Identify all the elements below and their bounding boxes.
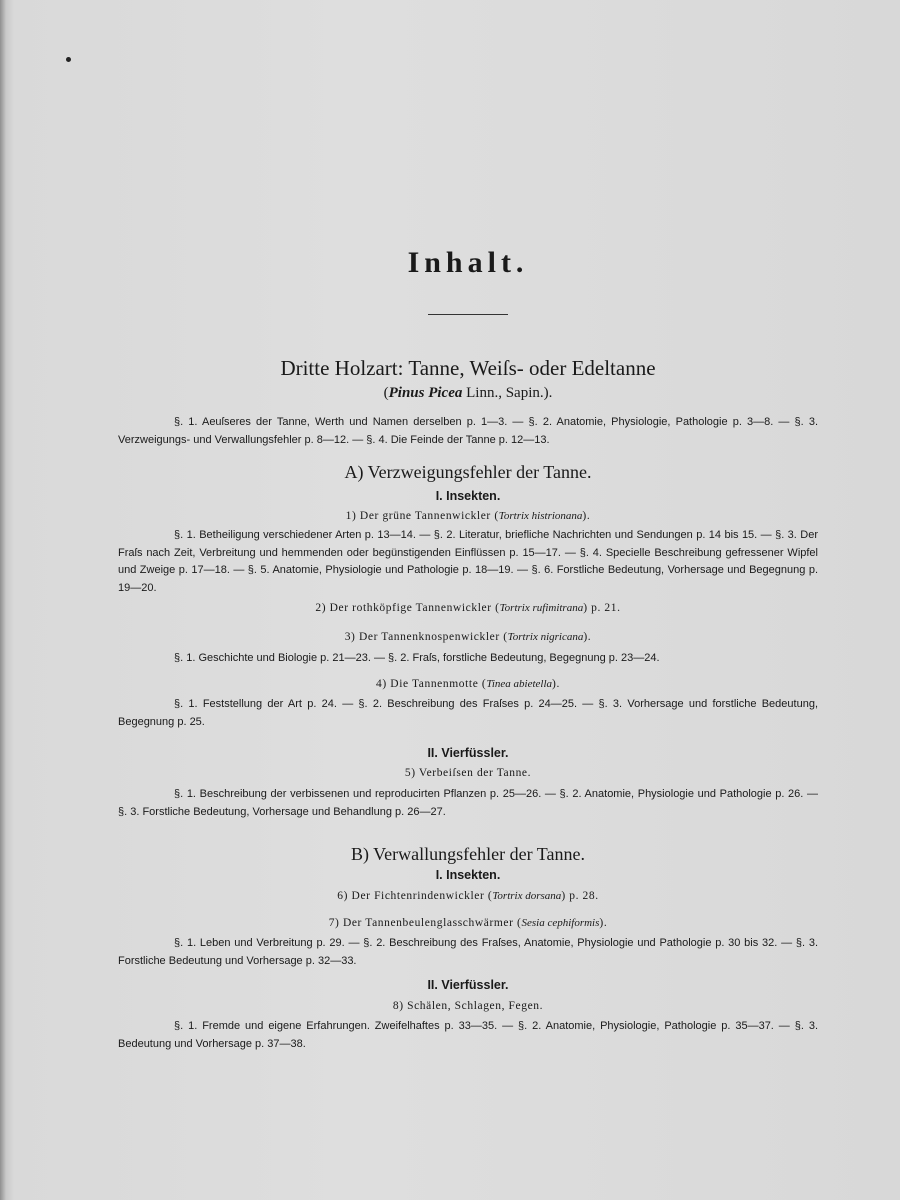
item-7-title: 7) Der Tannenbeulenglasschwärmer (Sesia cephiformis). [328, 917, 608, 929]
item-7-latin: Sesia cephiformis [521, 917, 600, 929]
item-2-page: p. 21. [591, 602, 621, 614]
species-general-text-body: §. 1. Aeuſseres der Tanne, Werth und Namen derselben p. 1—3. — §. 2. Anatomie, Physiologie, Pathologie p. 3—8. — §. 3. Verzweigungs- und Verwallungsfehler p. 8—12. — §. 4. Die Feinde der Tanne p. 12—13. [118, 416, 818, 446]
item-5-title: 5) Verbeiſsen der Tanne. [404, 767, 532, 779]
item-4-text [118, 696, 818, 731]
item-3-name: 3) Der Tannenknospenwickler [344, 631, 500, 643]
item-3-text-body: §. 1. Geschichte und Biologie p. 21—23. — §. 2. Fraſs, forstliche Bedeutung, Begegnung p. 23—24. [174, 652, 660, 664]
item-1-text-body: §. 1. Betheiligung verschiedener Arten p. 13—14. — §. 2. Literatur, briefliche Nachrichten und Sendungen p. 14 bis 15. — §. 3. Der Fraſs nach Zeit, Verbreitung und hemmenden oder begünstigenden Einflüssen p. 15—17. — §. 4. Specielle Beschreibung gefressener Wipfel und Zweige p. 17—18. — §. 5. Anatomie, Physiologie und Pathologie p. 18—19. — §. 6. Forstliche Bedeutung, Vorhersage und Begegnung p. 19—20. [118, 529, 818, 594]
page-title: Inhalt. [407, 246, 529, 279]
item-5-text-body: §. 1. Beschreibung der verbissenen und reproducirten Pflanzen p. 25—26. — §. 2. Anatomie, Physiologie und Pathologie p. 26. — §. 3. Forstliche Bedeutung, Vorhersage und Behandlung p. 26—27. [118, 788, 818, 818]
section-a-class-insects: I. Insekten. [435, 489, 501, 503]
item-4-name: 4) Die Tannenmotte [376, 678, 479, 690]
section-b-heading: B) Verwallungsfehler der Tanne. [351, 844, 585, 864]
species-latin-authority: Linn., Sapin. [462, 385, 544, 401]
item-2-name: 2) Der rothköpfige Tannenwickler [315, 602, 492, 614]
species-general-text [118, 414, 818, 449]
item-1-latin: Tortrix histrionana [498, 510, 583, 522]
item-5-text [118, 786, 818, 821]
item-6-page: p. 28. [569, 890, 599, 902]
item-1-name: 1) Der grüne Tannenwickler [345, 510, 491, 522]
item-8-title: 8) Schälen, Schlagen, Fegen. [392, 1000, 544, 1012]
section-a-heading: A) Verzweigungsfehler der Tanne. [344, 462, 592, 482]
item-2-latin: Tortrix rufimitrana [499, 602, 584, 614]
section-a-class-quadrupeds: II. Vierfüssler. [427, 746, 509, 760]
item-4-text-body: §. 1. Feststellung der Art p. 24. — §. 2. Beschreibung des Fraſses p. 24—25. — §. 3. Vorhersage und forstliche Bedeutung, Begegnung p. 25. [118, 698, 818, 728]
section-b-class-insects: I. Insekten. [435, 868, 501, 882]
item-7-text-body: §. 1. Leben und Verbreitung p. 29. — §. 2. Beschreibung des Fraſses, Anatomie, Physiologie und Pathologie p. 30 bis 32. — §. 3. Forstliche Bedeutung und Vorhersage p. 32—33. [118, 937, 818, 967]
item-4-latin: Tinea abietella [486, 678, 553, 690]
ink-speck [66, 57, 71, 62]
item-3-title: 3) Der Tannenknospenwickler (Tortrix nigricana). [344, 631, 592, 643]
item-7-name: 7) Der Tannenbeulenglasschwärmer [328, 917, 514, 929]
species-latin-name: Pinus Picea [388, 385, 463, 401]
item-6-latin: Tortrix dorsana [492, 890, 562, 902]
section-b-class-quadrupeds: II. Vierfüssler. [427, 978, 509, 992]
item-2-title: 2) Der rothköpfige Tannenwickler (Tortrix rufimitrana) p. 21. [315, 602, 621, 614]
item-8-text-body: §. 1. Fremde und eigene Erfahrungen. Zweifelhaftes p. 33—35. — §. 2. Anatomie, Physiologie, Pathologie p. 35—37. — §. 3. Bedeutung und Vorhersage p. 37—38. [118, 1020, 818, 1050]
species-latin: (Pinus Picea Linn., Sapin.). [383, 385, 553, 401]
item-3-latin: Tortrix nigricana [507, 631, 584, 643]
item-8-text [118, 1018, 818, 1053]
item-6-name: 6) Der Fichtenrindenwickler [337, 890, 485, 902]
item-1-text [118, 527, 818, 597]
item-3-text [118, 650, 818, 668]
item-1-title: 1) Der grüne Tannenwickler (Tortrix histrionana). [345, 510, 591, 522]
title-rule [428, 314, 508, 315]
item-6-title: 6) Der Fichtenrindenwickler (Tortrix dorsana) p. 28. [337, 890, 599, 902]
item-4-title: 4) Die Tannenmotte (Tinea abietella). [376, 678, 560, 690]
species-heading: Dritte Holzart: Tanne, Weiſs- oder Edeltanne [280, 356, 656, 380]
item-7-text [118, 935, 818, 970]
